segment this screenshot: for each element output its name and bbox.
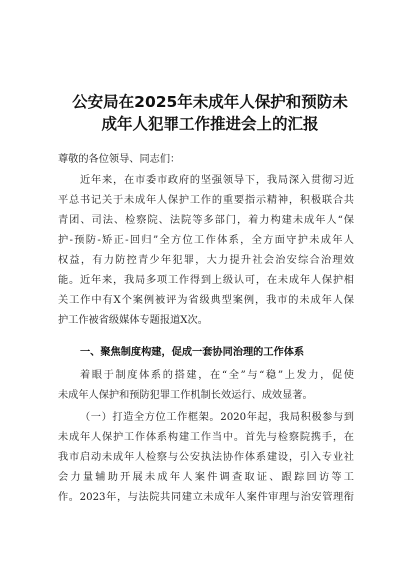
paragraph-line: 平总书记关于未成年人保护工作的重要指示精神，积极联合共 — [58, 195, 354, 206]
paragraph-line: 关工作中有X个案例被评为省级典型案例，我市的未成年人保 — [58, 295, 354, 306]
paragraph-line: 会力量辅助开展未成年人案件调查取证、跟踪回访等工 — [58, 472, 354, 483]
paragraph-line: 着眼于制度体系的搭建，在“全”与“稳”上发力，促使 — [80, 370, 354, 381]
paragraph-line: （一）打造全方位工作框架。2020年起，我局积极参与到 — [80, 412, 354, 423]
greeting: 尊敬的各位领导、同志们： — [58, 154, 181, 165]
paragraph-line: 能。近年来，我局多项工作得到上级认可，在未成年人保护相 — [58, 275, 354, 286]
document-title-line-2: 成年人犯罪工作推进会上的汇报 — [101, 115, 319, 133]
paragraph-line: 青团、司法、检察院、法院等多部门，着力构建未成年人“保 — [58, 215, 354, 226]
document-title-line-1: 公安局在2025年未成年人保护和预防未 — [72, 93, 348, 111]
paragraph-line: 权益，有力防控青少年犯罪，大力提升社会治安综合治理效 — [58, 255, 354, 266]
paragraph-line: 近年来，在市委市政府的坚强领导下，我局深入贯彻习近 — [80, 175, 354, 186]
paragraph-line: 我市启动未成年人检察与公安执法协作体系建设，引入专业社 — [58, 452, 354, 463]
paragraph-line: 护-预防-矫正-回归”全方位工作体系，全方面守护未成年人 — [58, 235, 354, 246]
paragraph-line: 作。2023年，与法院共同建立未成年人案件审理与治安管理衔 — [58, 492, 354, 503]
paragraph-line: 未成年人保护和预防犯罪工作机制长效运行、成效显著。 — [58, 390, 313, 401]
paragraph-line: 未成年人保护工作体系构建工作当中。首先与检察院携手，在 — [58, 432, 354, 443]
section-heading: 一、聚焦制度构建，促成一套协同治理的工作体系 — [80, 347, 305, 358]
paragraph-line: 护工作被省级媒体专题报道X次。 — [58, 315, 208, 326]
